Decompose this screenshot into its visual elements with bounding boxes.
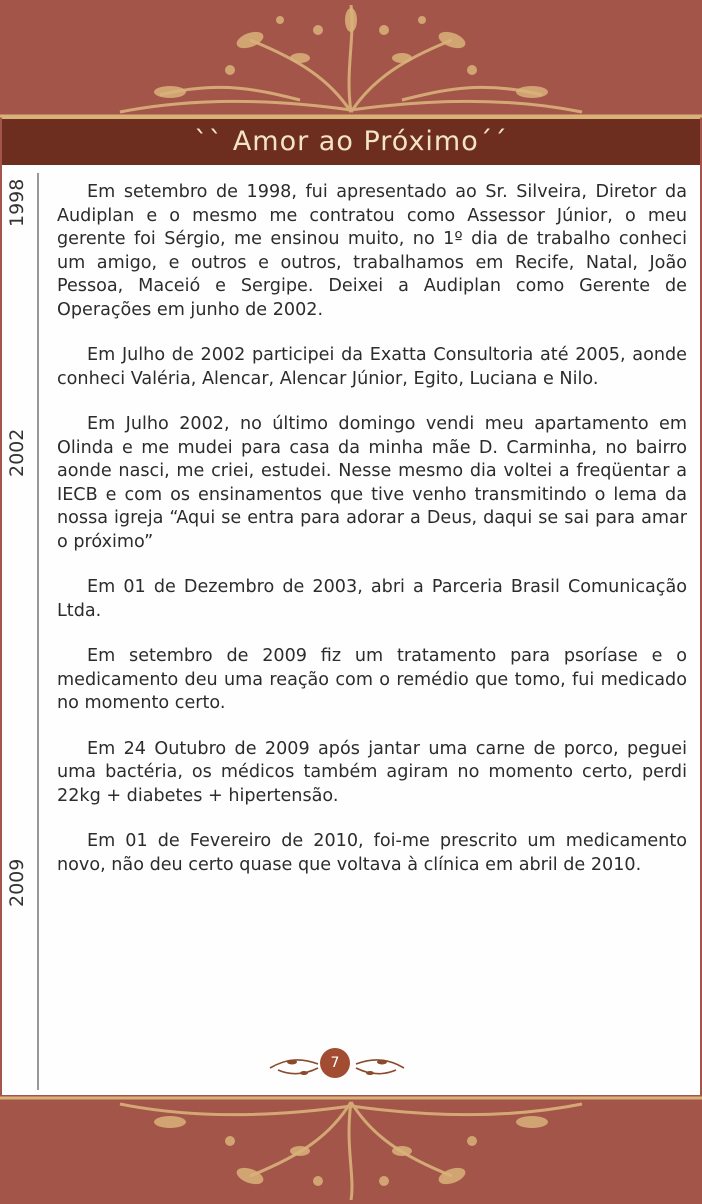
timeline-year-1998: 1998 — [6, 178, 28, 227]
title-banner — [2, 117, 700, 167]
floral-ornament-top — [0, 0, 702, 118]
page-number-ornament — [262, 1040, 412, 1084]
paragraph-2002-exatta: Em Julho de 2002 participei da Exatta Consultoria até 2005, aonde conheci Valéria, Alencar, Alencar Júnior, Egito, Luciana e Nilo. — [57, 345, 687, 389]
timeline-year-2002: 2002 — [6, 428, 28, 477]
floral-ornament-bottom — [0, 1096, 702, 1204]
timeline — [2, 165, 52, 1095]
text-panel — [2, 165, 700, 1095]
timeline-year-2009: 2009 — [6, 858, 28, 907]
timeline-line — [2, 165, 52, 1095]
page-number: 7 — [320, 1048, 350, 1078]
paragraph-2009-bacteria: Em 24 Outubro de 2009 após jantar uma carne de porco, peguei uma bactéria, os médicos também agiram no momento certo, perdi 22kg + diabetes + hipertensão. — [57, 738, 687, 806]
body-text — [57, 181, 687, 899]
paragraph-2010-medicamento: Em 01 de Fevereiro de 2010, foi-me prescrito um medicamento novo, não deu certo quase que voltava à clínica em abril de 2010. — [57, 831, 687, 875]
paragraph-2003-parceria: Em 01 de Dezembro de 2003, abri a Parceria Brasil Comunicação Ltda. — [57, 577, 687, 621]
paragraph-2009-psoriase: Em setembro de 2009 fiz um tratamento para psoríase e o medicamento deu uma reação com o remédio que tomo, fui medicado no momento certo. — [57, 646, 687, 713]
paragraph-1998-audiplan: Em setembro de 1998, fui apresentado ao Sr. Silveira, Diretor da Audiplan e o mesmo me contratou como Assessor Júnior, o meu gerente foi Sérgio, me ensinou muito, no 1º dia de trabalho conheci um amigo, e outros e outros, trabalhamos em Recife, Natal, João Pessoa, Maceió e Sergipe. Deixei a Audiplan como Gerente de Operações em junho de 2002. — [57, 182, 687, 320]
paragraph-2002-olinda: Em Julho 2002, no último domingo vendi meu apartamento em Olinda e me mudei para casa da minha mãe D. Carminha, no bairro aonde nasci, me criei, estudei. Nesse mesmo dia voltei a freqüentar a IECB e com os ensinamentos que tive venho transmitindo o lema da nossa igreja “Aqui se entra para adorar a Deus, daqui se sai para amar o próximo” — [57, 414, 687, 552]
page-title: `` Amor ao Próximo´´ — [194, 126, 508, 157]
